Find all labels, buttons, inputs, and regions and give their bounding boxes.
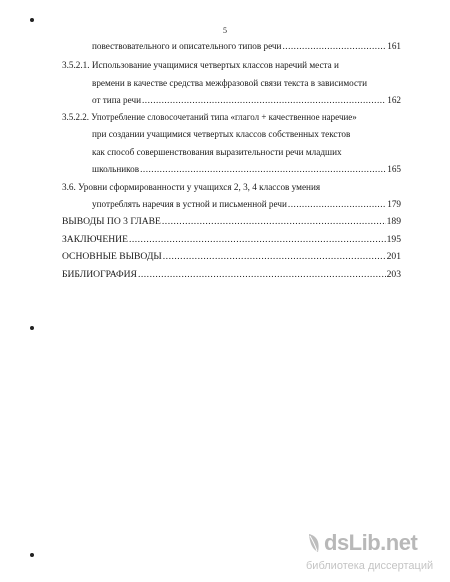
toc-leader-dots bbox=[163, 251, 386, 263]
toc-entry-page: 201 bbox=[386, 251, 401, 262]
dslib-watermark bbox=[306, 528, 436, 576]
toc-entry-page: 165 bbox=[387, 164, 401, 174]
toc-entry-page: 189 bbox=[386, 216, 401, 227]
toc-entry-3-5-2-2-line2: при создании учащимися четвертых классов собственных текстов bbox=[92, 129, 351, 139]
binding-mark-top bbox=[30, 18, 34, 22]
binding-mark-bottom bbox=[30, 553, 34, 557]
toc-entry-text: ВЫВОДЫ ПО 3 ГЛАВЕ bbox=[62, 216, 161, 227]
toc-entry-page: 161 bbox=[387, 41, 401, 51]
toc-entry-3-5-2-1-line2: времени в качестве средства межфразовой связи текста в зависимости bbox=[92, 78, 367, 88]
toc-entry-text: повествовательного и описательного типов речи bbox=[92, 41, 282, 51]
toc-entry-text: употреблять наречия в устной и письменной речи bbox=[92, 199, 287, 209]
toc-leader-dots bbox=[288, 198, 386, 210]
toc-entry-text: ЗАКЛЮЧЕНИЕ bbox=[62, 234, 128, 245]
toc-entry-3-6-line1: 3.6. Уровни сформированности у учащихся 2, 3, 4 классов умения bbox=[62, 182, 321, 192]
watermark-subtitle: библиотека диссертаций bbox=[306, 560, 434, 572]
toc-entry-text: школьников bbox=[92, 164, 140, 174]
toc-leader-dots bbox=[140, 163, 386, 175]
toc-entry-3-5-2-2-line4 bbox=[92, 163, 401, 175]
toc-entry-chapter3-conclusions bbox=[62, 216, 401, 228]
toc-entry-bibliography bbox=[62, 269, 401, 281]
watermark-brand: dsLib.net bbox=[324, 530, 418, 555]
toc-leader-dots bbox=[129, 234, 386, 246]
toc-entry-3-5-2-2-line3: как способ совершенствования выразительности речи младших bbox=[92, 147, 342, 157]
toc-leader-dots bbox=[162, 216, 386, 228]
dslib-logo-icon bbox=[306, 532, 322, 554]
toc-entry-page: 203 bbox=[386, 269, 401, 280]
toc-entry-page: 195 bbox=[386, 234, 401, 245]
toc-entry-narrative-descriptive bbox=[92, 40, 401, 52]
toc-leader-dots bbox=[138, 269, 386, 281]
toc-entry-text: ОСНОВНЫЕ ВЫВОДЫ bbox=[62, 251, 162, 262]
binding-mark-middle bbox=[30, 326, 34, 330]
toc-entry-page: 162 bbox=[387, 95, 401, 105]
toc-entry-3-5-2-1-line1: 3.5.2.1. Использование учащимися четвертых классов наречий места и bbox=[62, 60, 339, 70]
toc-entry-page: 179 bbox=[387, 199, 401, 209]
toc-entry-text: от типа речи bbox=[92, 95, 141, 105]
toc-entry-3-5-2-2-line1: 3.5.2.2. Употребление словосочетаний типа «глагол + качественное наречие» bbox=[62, 112, 357, 122]
toc-entry-conclusion bbox=[62, 234, 401, 246]
toc-entry-text: БИБЛИОГРАФИЯ bbox=[62, 269, 137, 280]
toc-leader-dots bbox=[282, 40, 386, 52]
toc-entry-3-6-line2 bbox=[92, 198, 401, 210]
toc-entry-3-5-2-1-line3 bbox=[92, 94, 401, 106]
toc-leader-dots bbox=[142, 94, 386, 106]
page-number: 5 bbox=[223, 26, 227, 35]
toc-entry-main-conclusions bbox=[62, 251, 401, 263]
